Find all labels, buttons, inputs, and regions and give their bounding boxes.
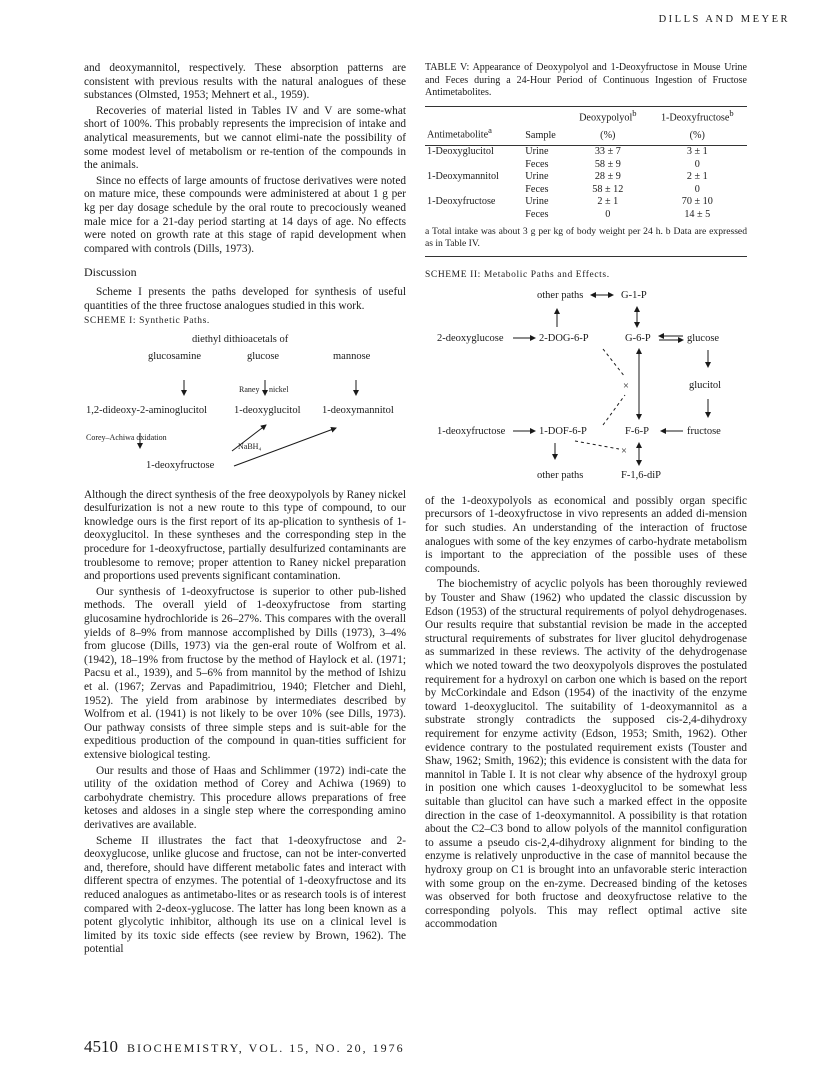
paragraph: Our synthesis of 1-deoxyfructose is superior to other pub-lished methods. The overall yield of 1-deoxyfructose from starting glucosamine hydrochloride is 26–27%. This compares with the overall yields of 8–9% from mannose accomplished by Dills (1973), 3–4% from glucose (Dills, 1973) via the gen-eral route of Wolfrom et al. (1942), 18–19% from fructose by the method of Haylock et al. (1971; Pacsu et al., 1939), and 5–6% from mannitol by the method of Ishizu et al. (1967; Zervas and Papadimitriou, 1940; Fletcher and Diehl, 1952). The yield from arabinose by intermediates described by Wolfrom et al. (1941) is not likely to be over 10% (see Dills, 1973). Our pathway consists of three simple steps and is suit-able for the expeditious production of the compound in quan-tities sufficient for extensive biological testing. xyxy=(84,585,406,761)
scheme1-raney: Raney xyxy=(239,384,260,394)
scheme2-f6p: F-6-P xyxy=(625,425,649,437)
scheme1-diagram xyxy=(84,333,406,489)
paragraph: Scheme I presents the paths developed for synthesis of useful quantities of the three fructose analogues studied in this work. xyxy=(84,285,406,312)
scheme1-glucosamine: glucosamine xyxy=(148,350,202,362)
paragraph: Scheme II illustrates the fact that 1-deoxyfructose and 2-deoxyglucose, unlike glucose and fructose, can not be inter-converted and, therefore, should have different metabolic fates and interact with different spectra of enzymes. The potential of 1-deoxyfructose and its reduced analogues as antimetabo-lites or as research tools is of interest compared with 2-deox-yglucose. The latter has long been known as a potent glycolytic inhibitor, although its use on a clinical level is limited by its toxic side effects (see review by Brown, 1962). The potential xyxy=(84,834,406,956)
paragraph: The biochemistry of acyclic polyols has been thoroughly reviewed by Touster and Shaw (1962) who updated the classic discussion by Edson (1953) of the structural requirements of polyol dehydrogenases. Our results require that substantial revision be made in the accepted structural requirements of substrates for liver glucitol dehydrogenase as summarized in these reviews. The activity of the dehydrogenase which we noted toward the two deoxypolyols disproves the postulated requirement for a hydroxyl on carbon one which is based on the report by McCorkindale and Edson (1954) of the inactivity of the enzyme toward 1-deoxyglucitol. The suitability of 1-deoxymannitol as a substrate strongly contradicts the supposed cis-2,4-dihydroxy requirement for enzyme activity (Edson, 1953; Smith, 1962). Other evidence contrary to the postulated requirement exists (Touster and Shaw, 1962; Smith, 1962); this evidence is consistent with the data for mannitol in Table I. It is not clear why absence of the hydroxyl group in position one which causes 1-deoxyglucitol to be somewhat less suitable than glucitol can have such a marked effect in the opposite direction in the case of 1-deoxymannitol. A possibility is that rotation about the C2–C3 bond to allow polyols of the mannitol configuration to assume a pseudo cis-2,4-dihydroxy alignment for binding to the enzyme is relatively unproductive in the case of mannitol because the hydroxy group on C1 is brought into an unfavorable steric interaction with some group on the en-zyme. Decreased binding of the ketoses was observed for both fructose and deoxyfructose relative to the corresponding polyols. This may reflect optimal active site accommodation xyxy=(425,578,747,931)
scheme2-dog6p: 2-DOG-6-P xyxy=(539,332,589,344)
scheme2-inhibition-mark: × xyxy=(623,380,629,392)
table-row: 1-Deoxymannitol Urine 28 ± 9 2 ± 1 xyxy=(427,171,708,183)
scheme2-f16dip: F-1,6-diP xyxy=(621,469,661,481)
scheme2-diagram xyxy=(425,287,747,495)
paragraph: Since no effects of large amounts of fructose derivatives were noted on mature mice, these compounds were administered at about 1 g per kg per day dosage schedule by the oral route to precociously weaned male mice for a 21-day period starting at 14 days of age. No effects were noted on growth rate at this stage of rapid development when compared with controls (Dills, 1973). xyxy=(84,174,406,255)
scheme2-glucitol: glucitol xyxy=(689,379,722,391)
col-header-antimetabolite xyxy=(425,107,523,125)
scheme2-other-paths-top: other paths xyxy=(537,289,584,301)
col-header-unit: (%) xyxy=(600,129,616,141)
page-footer xyxy=(84,1037,405,1057)
col-header-sample-label: Sample xyxy=(525,129,556,141)
data-table xyxy=(425,107,747,222)
scheme1-glucose: glucose xyxy=(247,350,280,362)
scheme1-mannose: mannose xyxy=(333,350,371,362)
col-header-unit: (%) xyxy=(689,129,705,141)
col-header-deoxypolyol: Deoxypolyol$^b$ xyxy=(579,107,637,123)
col-header-antimetabolite-label: Antimetabolite$^a$ xyxy=(427,125,492,141)
table-bottom-rule xyxy=(425,256,747,257)
paragraph: and deoxymannitol, respectively. These absorption patterns are consistent with previous results with the natural analogues of these substances (Olmsted, 1953; Mehnert et al., 1959). xyxy=(84,62,406,102)
scheme2-fructose: fructose xyxy=(687,425,721,437)
col-header-deoxyfructose: 1-Deoxyfructose$^b$ xyxy=(660,107,734,123)
left-column xyxy=(84,62,406,959)
table-caption: TABLE V: Appearance of Deoxypolyol and 1-Deoxyfructose in Mouse Urine and Feces during a 24-Hour Period of Continuous Ingestion of Fructose Antimetabolites. xyxy=(425,62,747,98)
table-row: Feces 58 ± 12 0 xyxy=(525,183,700,195)
scheme2-glucose: glucose xyxy=(687,332,720,344)
scheme2-dof6p: 1-DOF-6-P xyxy=(539,425,587,437)
scheme1-deoxyfructose: 1-deoxyfructose xyxy=(146,459,215,471)
table-footnote: a Total intake was about 3 g per kg of body weight per 24 h. b Data are expressed as in Table IV. xyxy=(425,226,747,250)
table-row: Feces 58 ± 9 0 xyxy=(525,158,700,170)
running-header: DILLS AND MEYER xyxy=(658,14,790,25)
scheme2-g6p: G-6-P xyxy=(625,332,651,344)
paragraph: of the 1-deoxypolyols as economical and possibly organ specific precursors of 1-deoxyfructose in vivo represents an added di-mension for such studies. An understanding of the interaction of fructose analogues with some of the key enzymes of carbo-hydrate metabolism is important to the appreciation of the possible uses of these compounds. xyxy=(425,494,747,575)
journal-citation: BIOCHEMISTRY, VOL. 15, NO. 20, 1976 xyxy=(127,1041,405,1055)
table-row: Feces 0 14 ± 5 xyxy=(525,208,711,220)
scheme1-corey-achiwa: Corey–Achiwa oxidation xyxy=(86,432,167,442)
table-row: 1-Deoxyglucitol Urine 33 ± 7 3 ± 1 xyxy=(427,146,708,158)
scheme1-deoxymannitol: 1-deoxymannitol xyxy=(322,404,394,416)
scheme1-nabh4: NaBH₄ xyxy=(238,441,262,451)
table-row: 1-Deoxyfructose Urine 2 ± 1 70 ± 10 xyxy=(427,196,713,208)
paragraph: Our results and those of Haas and Schlimmer (1972) indi-cate the utility of the oxidation method of Corey and Achiwa (1969) to carbohydrate chemistry. This procedure allows preparations of free ketoses and aldoses in a single step where the corresponding amino derivatives are available. xyxy=(84,764,406,831)
paragraph: Recoveries of material listed in Tables IV and V are some-what short of 100%. This probably represents the imprecision of intake and analytical measurements, but we cannot elimi-nate the possibility of some modest level of metabolism or re-tention of the compounds in the animals. xyxy=(84,104,406,172)
scheme2-deoxyglucose: 2-deoxyglucose xyxy=(437,332,504,344)
scheme1-label: SCHEME I: Synthetic Paths. xyxy=(84,316,210,327)
page-number: 4510 xyxy=(84,1037,118,1056)
scheme1-deoxyglucitol: 1-deoxyglucitol xyxy=(234,404,301,416)
scheme1-nickel: nickel xyxy=(269,384,289,394)
scheme1-top-label: diethyl dithioacetals of xyxy=(192,333,289,345)
section-heading: Discussion xyxy=(84,265,137,280)
scheme2-label: SCHEME II: Metabolic Paths and Effects. xyxy=(425,270,610,281)
col-header-sample xyxy=(523,107,568,125)
scheme2-other-paths-bottom: other paths xyxy=(537,469,584,481)
scheme2-deoxyfructose: 1-deoxyfructose xyxy=(437,425,506,437)
paragraph: Although the direct synthesis of the free deoxypolyols by Raney nickel desulfurization is not a new route to this type of compound, to our knowledge ours is the first report of its ap-plication to synthesis of 1-deoxyglucitol. In these syntheses and the corresponding step in the procedure for 1-deoxyfructose, partially desulfurized contaminants are troublesome to remove; proper attention to Raney nickel preparation and proportions used prevents significant contamination. xyxy=(84,488,406,583)
right-column xyxy=(425,62,747,934)
scheme2-g1p: G-1-P xyxy=(621,289,647,301)
scheme2-inhibition-mark: × xyxy=(621,445,627,457)
scheme1-aminoglucitol: 1,2-dideoxy-2-aminoglucitol xyxy=(86,404,208,416)
